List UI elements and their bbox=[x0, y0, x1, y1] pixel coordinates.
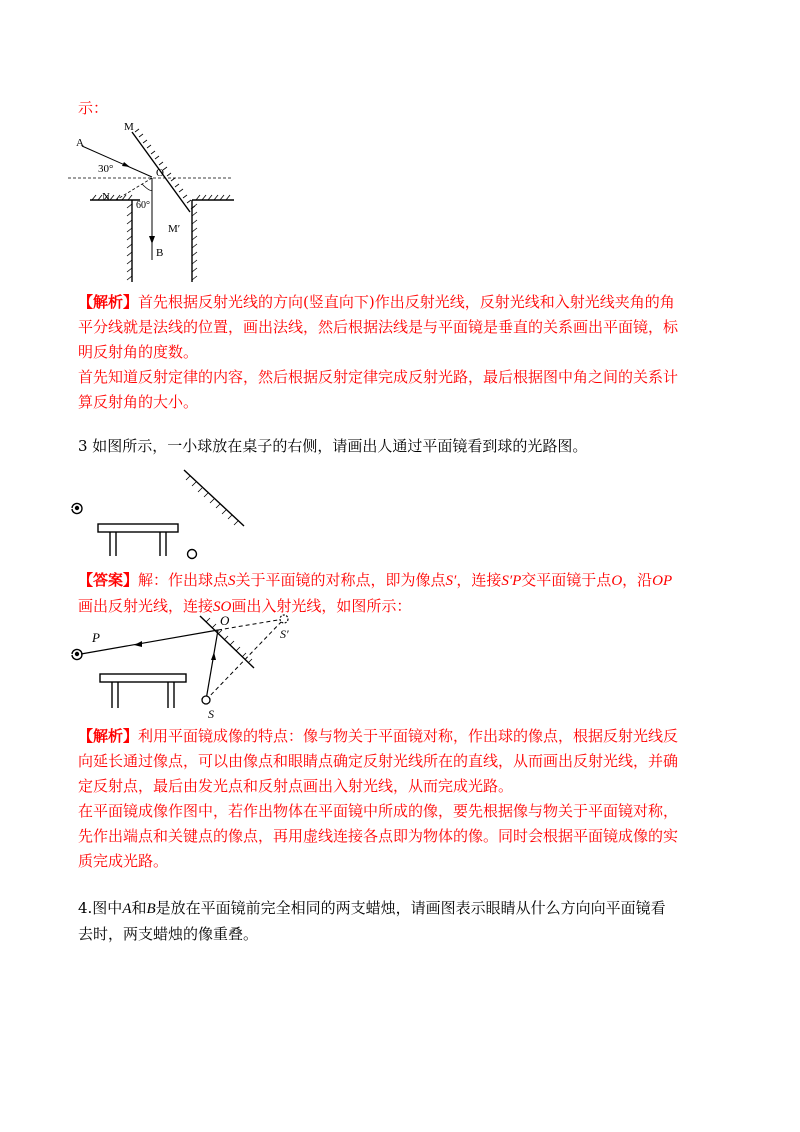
label-O: O bbox=[156, 167, 164, 179]
answer-tag: 【答案】 bbox=[78, 571, 139, 589]
label-M-prime: M′ bbox=[168, 223, 181, 235]
label-S: S bbox=[208, 707, 214, 721]
question-3: 3 如图所示，一小球放在桌子的右侧，请画出人通过平面镜看到球的光路图。 bbox=[78, 437, 588, 455]
label-M: M bbox=[124, 121, 134, 133]
analysis-block-1: 【解析】首先根据反射光线的方向(竖直向下)作出反射光线，反射光线和入射光线夹角的角 平分线就是法线的位置，画出法线，然后根据法线是与平面镜是垂直的关系画出平面镜，标 明反射角的度数。 首先知道反射定律的内容，然后根据反射定律完成反射光路，最后根据图中角之间的关系计 算反射角的大小。 bbox=[78, 293, 679, 411]
label-P: P bbox=[92, 630, 100, 645]
label-B: B bbox=[156, 247, 164, 259]
label-N: N bbox=[102, 191, 110, 203]
analysis-tag: 【解析】 bbox=[78, 293, 139, 311]
angle-30-label: 30° bbox=[98, 163, 114, 175]
previous-answer-tail: 示： bbox=[78, 99, 109, 117]
label-O: O bbox=[220, 613, 230, 628]
label-A: A bbox=[76, 137, 84, 149]
analysis-block-3: 【解析】利用平面镜成像的特点：像与物关于平面镜对称，作出球的像点，根据反射光线反 向延长通过像点，可以由像点和眼睛点确定反射光线所在的直线，从而画出反射光线，并确 定反射点，最后由发光点和反射点画出入射光线，从而完成光路。 在平面镜成像作图中，若作出物体在平面镜中所成的像，要先根据像与物关于平面镜对称， 先作出端点和关键点的像点，再用虚线连接各点即为物体的像。同时会根据平面镜成像的实 质完成光路。 bbox=[78, 727, 679, 870]
reflection-diagram bbox=[68, 110, 248, 285]
analysis-tag: 【解析】 bbox=[78, 727, 139, 745]
answer-3-light-path-diagram bbox=[68, 610, 298, 722]
answer-block-3: 【答案】解：作出球点S关于平面镜的对称点，即为像点S′，连接S′P交平面镜于点O，沿OP 画出反射光线，连接SO画出入射光线，如图所示： bbox=[78, 571, 673, 615]
question-3-diagram bbox=[68, 468, 258, 564]
angle-60-label: 60° bbox=[136, 200, 150, 211]
question-4: 4.图中A和B是放在平面镜前完全相同的两支蜡烛，请画图表示眼睛从什么方向向平面镜看 去时，两支蜡烛的像重叠。 bbox=[78, 899, 666, 943]
label-S-prime: S′ bbox=[280, 627, 289, 641]
